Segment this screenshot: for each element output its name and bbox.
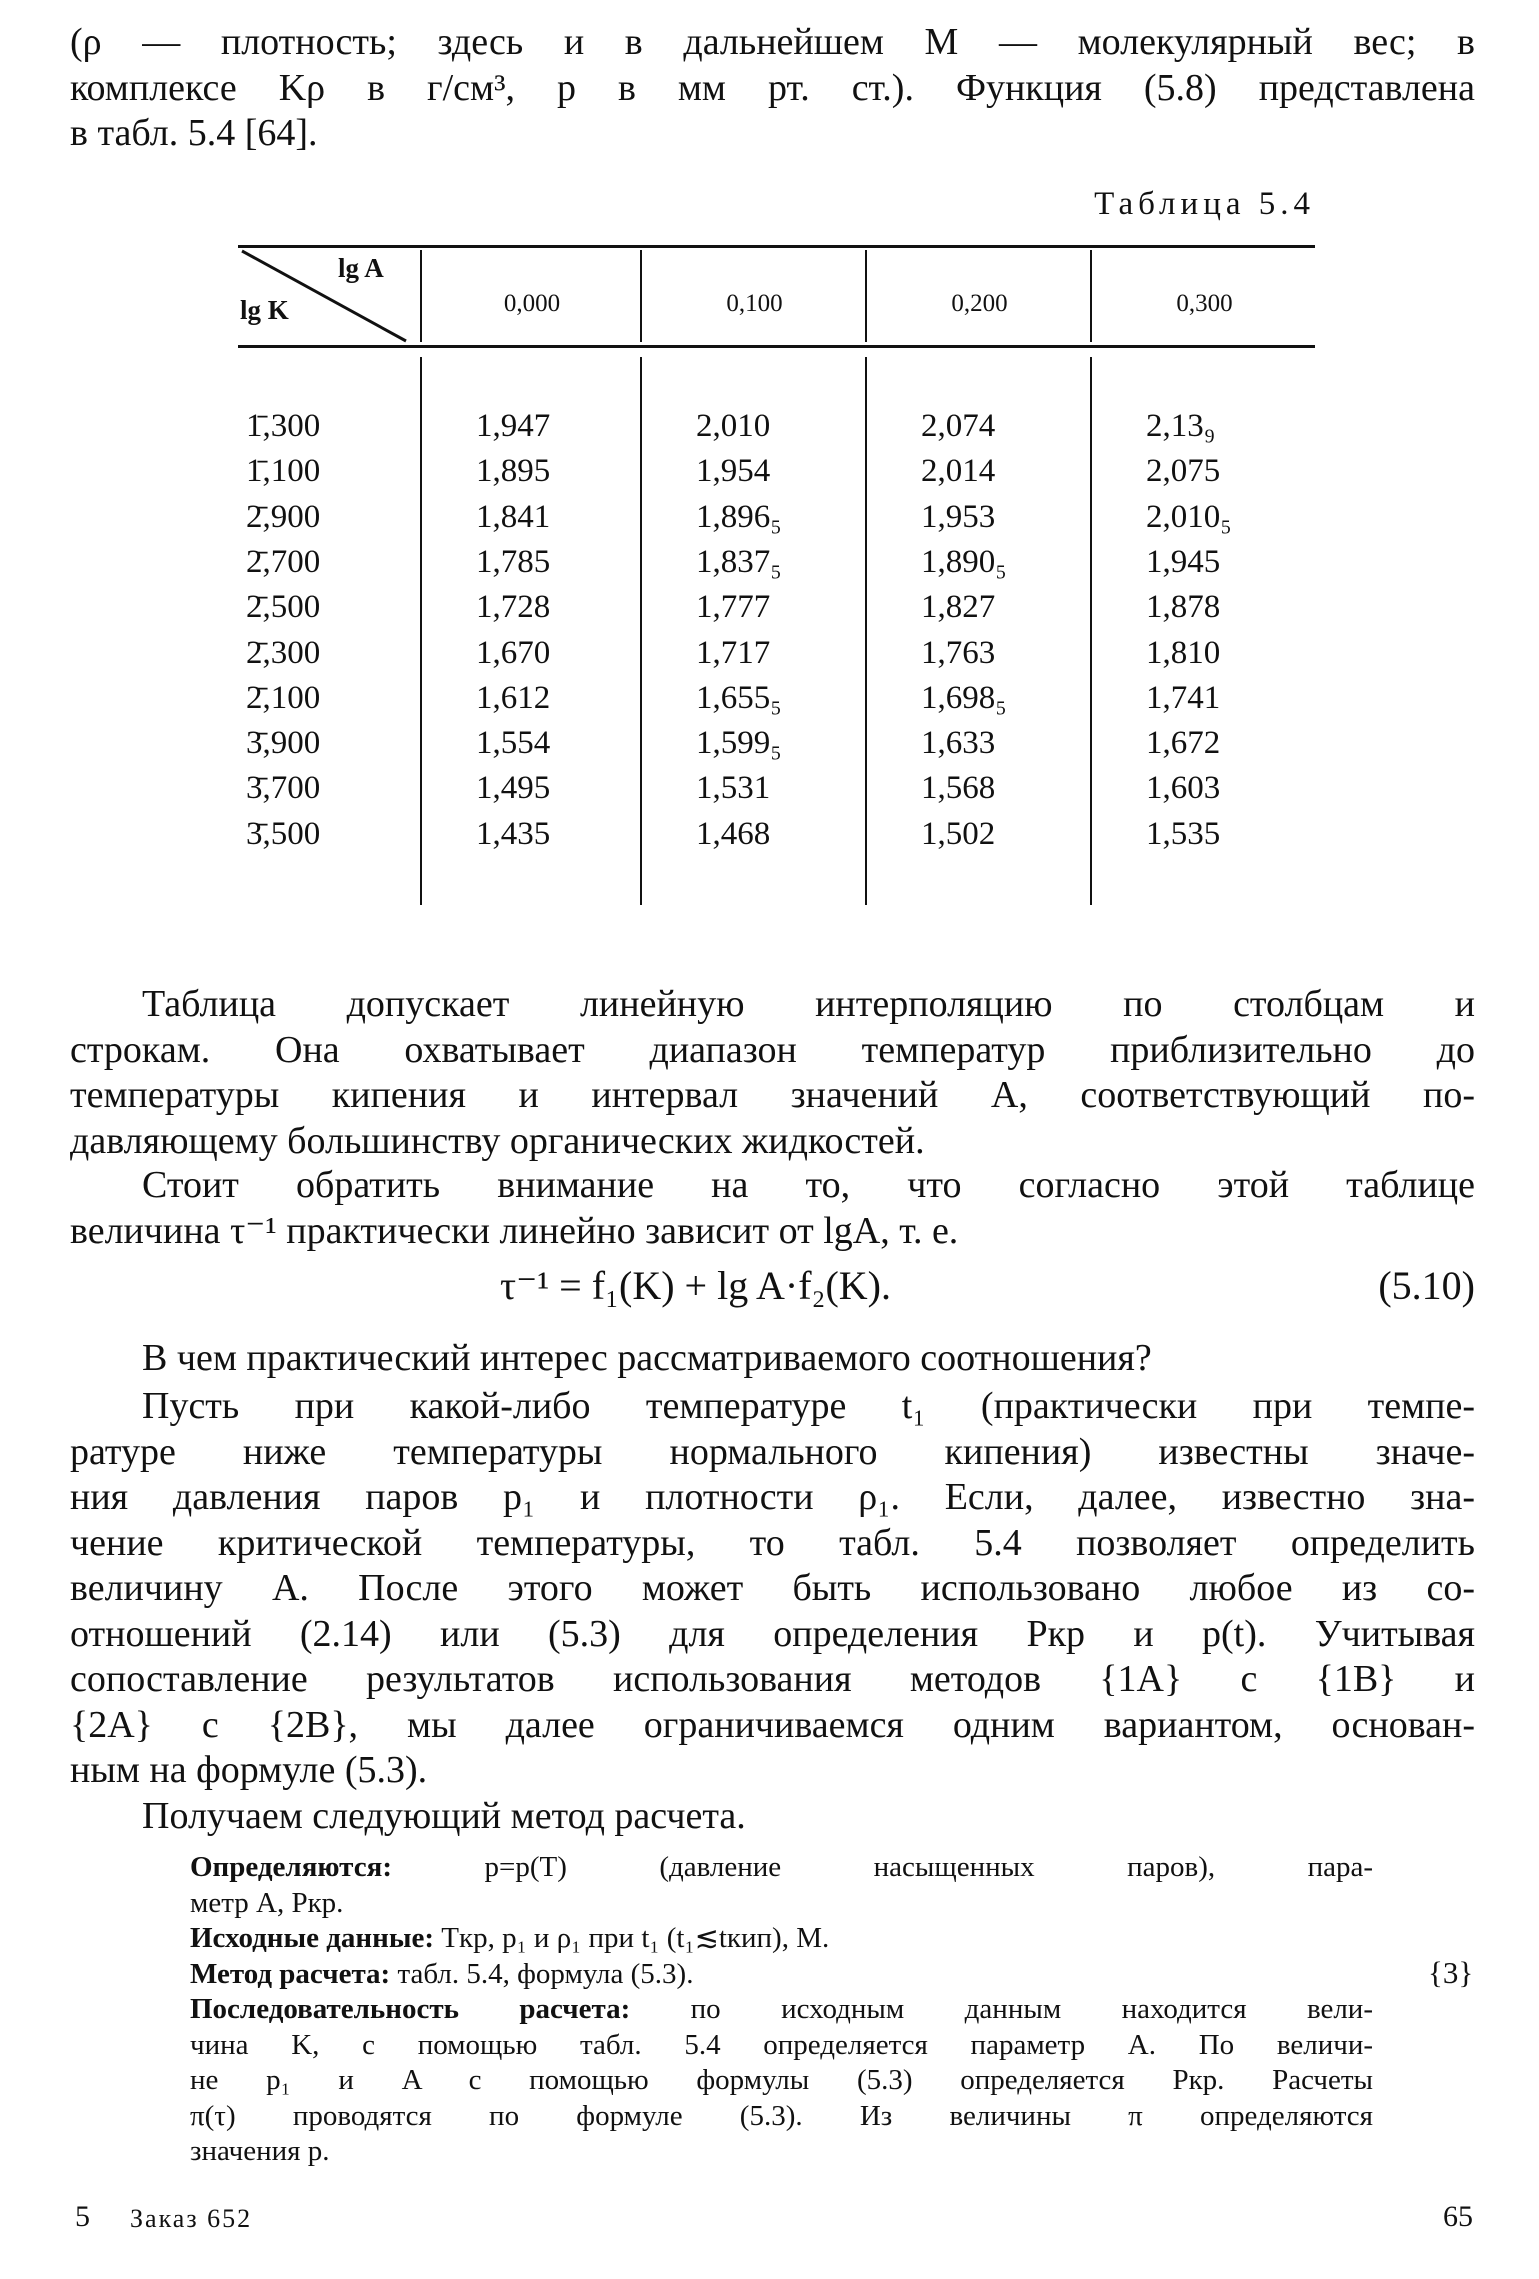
row-label: 1̄,300	[246, 408, 321, 444]
table-cell: 2,074	[921, 408, 996, 444]
text-line: давляющему большинству органических жидкостей.	[70, 1119, 925, 1162]
method-mark: {3}	[1428, 1955, 1474, 1990]
determined-text: p=p(T) (давление насыщенных паров), пара-	[484, 1851, 1373, 1883]
row-label: 2̄,900	[246, 498, 321, 535]
determined-label: Определяются:	[190, 1851, 392, 1883]
input-label: Исходные данные:	[190, 1922, 435, 1954]
text-line: Пусть при какой-либо температуре t₁ (практически при темпе-	[142, 1385, 1475, 1427]
table-cell: 2,010₅	[1146, 498, 1232, 535]
method-paragraph	[70, 1384, 1475, 1839]
text-line: В чем практический интерес рассматриваемого соотношения?	[142, 1337, 1152, 1379]
table-cell: 1,728	[476, 589, 551, 626]
table-cell: 1,502	[921, 815, 996, 852]
text-line: значения p.	[190, 2135, 330, 2167]
column-divider	[640, 357, 642, 905]
table-cell: 1,554	[476, 725, 551, 762]
method-summary	[190, 1850, 1373, 2170]
sequence-label: Последовательность расчета:	[190, 1993, 631, 2025]
equation-expression: τ⁻¹ = f₁(K) + lg A·f₂(K).	[500, 1263, 891, 1308]
table-cell: 1,827	[921, 589, 996, 626]
text-line: Таблица допускает линейную интерполяцию по столбцам и	[142, 983, 1475, 1025]
table-cell: 1,947	[476, 408, 551, 444]
text-line: Получаем следующий метод расчета.	[142, 1794, 746, 1837]
table-top-rule	[238, 245, 1315, 248]
row-label: 2̄,500	[246, 589, 321, 626]
text-line: комплексе Kρ в г/см³, p в мм рт. ст.). Функция (5.8) представлена	[70, 66, 1475, 109]
table-cell: 1,953	[921, 498, 996, 535]
text-line: ния давления паров p₁ и плотности ρ₁. Если, далее, известно зна-	[70, 1476, 1475, 1518]
table-cell: 2,075	[1146, 453, 1221, 490]
interpolation-paragraph	[70, 982, 1475, 1164]
table-cell: 1,655₅	[696, 679, 782, 716]
text-line: Стоит обратить внимание на то, что согласно этой таблице	[142, 1164, 1475, 1206]
question-paragraph	[70, 1336, 1475, 1382]
row-label: 3̄,900	[246, 725, 321, 762]
row-label: 2̄,300	[246, 634, 321, 671]
text-line: {2A} с {2B}, мы далее ограничиваемся одним вариантом, основан-	[70, 1703, 1475, 1746]
column-header: 0,300	[1176, 290, 1233, 317]
signature-mark: 5	[75, 2200, 90, 2233]
corner-lgA-label: lg A	[338, 253, 384, 283]
table-cell: 1,670	[476, 634, 551, 671]
table-cell: 1,435	[476, 815, 551, 852]
sequence-text: по исходным данным находится вели-	[690, 1993, 1373, 2025]
table-cell: 1,698₅	[921, 679, 1007, 716]
table-cell: 2,13₉	[1146, 408, 1216, 444]
input-text: Tкр, p₁ и ρ₁ при t₁ (t₁≲tкип), M.	[441, 1922, 830, 1954]
text-line: (ρ — плотность; здесь и в дальнейшем M — молекулярный вес; в	[70, 21, 1475, 63]
column-header: 0,200	[951, 290, 1008, 317]
text-line: метр A, Pкр.	[190, 1886, 344, 1919]
row-label: 2̄,100	[246, 679, 321, 716]
table-cell: 1,495	[476, 770, 551, 807]
text-line: ратуре ниже температуры нормального кипения) известны значе-	[70, 1430, 1475, 1473]
row-label: 2̄,700	[246, 543, 321, 580]
table-cell: 1,633	[921, 725, 996, 762]
equation-number: (5.10)	[1378, 1263, 1475, 1308]
data-table	[238, 245, 1315, 905]
table-cell: 1,717	[696, 634, 771, 671]
table-cell: 1,895	[476, 453, 551, 490]
text-line: величину A. После этого может быть использовано любое из со-	[70, 1567, 1475, 1609]
corner-lgK-label: lg K	[240, 295, 289, 325]
table-cell: 1,599₅	[696, 725, 782, 762]
table-cell: 1,841	[476, 498, 551, 535]
table-cell: 1,785	[476, 543, 551, 580]
table-cell: 1,954	[696, 453, 771, 490]
column-divider	[865, 357, 867, 905]
table-cell: 1,896₅	[696, 498, 782, 535]
text-line: π(τ) проводятся по формуле (5.3). Из величины π определяются	[190, 2099, 1373, 2132]
table-cell: 1,890₅	[921, 543, 1007, 580]
column-divider	[420, 357, 422, 905]
table-cell: 1,777	[696, 589, 771, 626]
intro-paragraph	[70, 20, 1475, 157]
table-cell: 1,672	[1146, 725, 1221, 762]
text-line: чина K, с помощью табл. 5.4 определяется параметр A. По величи-	[190, 2028, 1373, 2061]
text-line: строкам. Она охватывает диапазон температур приблизительно до	[70, 1028, 1475, 1071]
table-cell: 1,878	[1146, 589, 1221, 626]
table-cell: 2,014	[921, 453, 996, 490]
table-caption: Таблица 5.4	[1094, 186, 1315, 222]
table-cell: 1,468	[696, 815, 771, 852]
table-cell: 1,945	[1146, 543, 1221, 580]
column-header: 0,000	[503, 290, 561, 317]
table-cell: 1,763	[921, 634, 996, 671]
row-label: 3̄,700	[246, 770, 321, 807]
table-cell: 1,531	[696, 770, 771, 807]
column-divider	[1090, 357, 1092, 905]
table-cell: 1,603	[1146, 770, 1221, 807]
text-line: отношений (2.14) или (5.3) для определения Pкр и p(t). Учитывая	[70, 1612, 1475, 1655]
column-header: 0,100	[726, 290, 783, 317]
table-cell: 2,010	[696, 408, 771, 444]
table-cell: 1,741	[1146, 679, 1221, 716]
text-line: сопоставление результатов использования методов {1A} с {1B} и	[70, 1658, 1475, 1700]
linearity-paragraph	[70, 1163, 1475, 1254]
text-line: чение критической температуры, то табл. 5.4 позволяет определить	[70, 1521, 1475, 1564]
table-cell: 1,837₅	[696, 543, 782, 580]
method-text: табл. 5.4, формула (5.3).	[397, 1957, 694, 1990]
table-cell: 1,568	[921, 770, 996, 807]
text-line: ным на формуле (5.3).	[70, 1749, 428, 1791]
method-label: Метод расчета:	[190, 1957, 391, 1990]
table-cell: 1,612	[476, 679, 551, 716]
text-line: величина τ⁻¹ практически линейно зависит от lgA, т. е.	[70, 1209, 959, 1252]
row-label: 3̄,500	[246, 815, 321, 852]
text-line: не p₁ и A с помощью формулы (5.3) определяется Pкр. Расчеты	[190, 2064, 1373, 2096]
table-header-rule	[238, 345, 1315, 348]
text-line: температуры кипения и интервал значений A, соответствующий по-	[70, 1074, 1475, 1116]
table-cell: 1,810	[1146, 634, 1221, 671]
text-line: в табл. 5.4 [64].	[70, 112, 318, 154]
page-number: 65	[1443, 2200, 1473, 2233]
table-cell: 1,535	[1146, 815, 1221, 852]
row-label: 1̄,100	[246, 453, 321, 490]
print-order: Заказ 652	[130, 2204, 253, 2233]
